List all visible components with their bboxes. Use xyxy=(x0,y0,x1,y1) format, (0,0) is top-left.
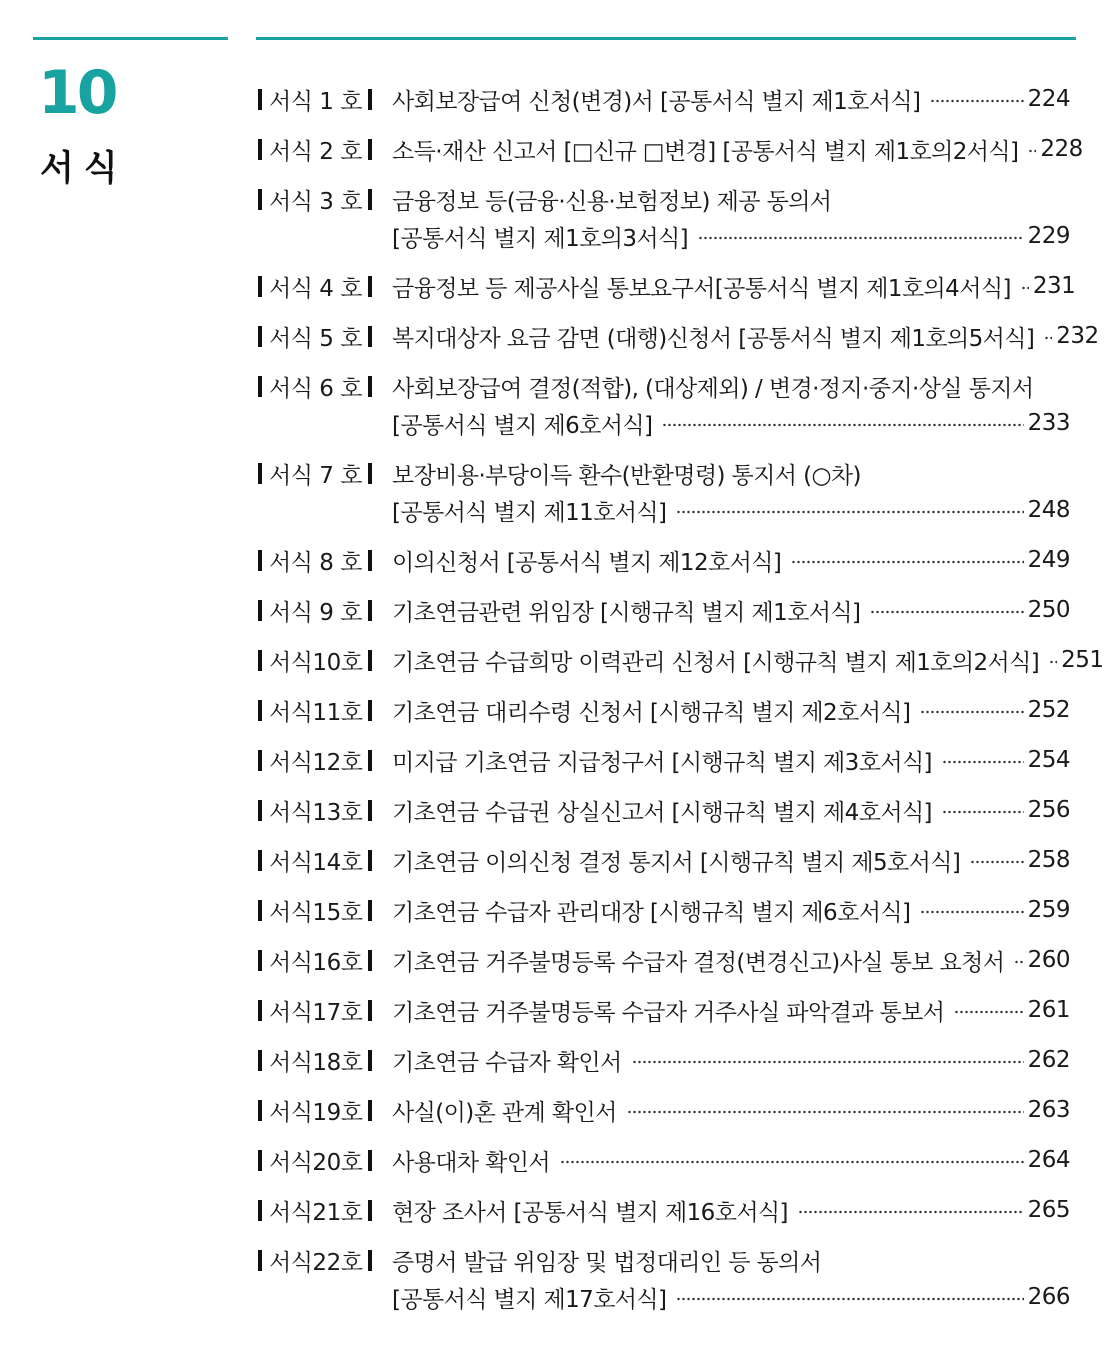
bar-marker-icon xyxy=(368,950,372,971)
page-number: 229 xyxy=(1027,223,1070,249)
form-number-text: 서식 7 호 xyxy=(269,462,362,489)
dot-leader xyxy=(942,742,1024,778)
page-number: 248 xyxy=(1027,497,1070,523)
dot-leader xyxy=(676,1279,1023,1315)
toc-entry[interactable] xyxy=(258,1142,1070,1178)
toc-entry[interactable] xyxy=(258,892,1070,928)
toc-entry[interactable] xyxy=(258,318,1099,354)
form-number-text: 서식 1 호 xyxy=(269,88,362,115)
bar-marker-icon xyxy=(368,850,372,871)
form-title: 사실(이)혼 관계 확인서 xyxy=(392,1099,617,1126)
section-rule-right xyxy=(256,37,1076,40)
form-title: 증명서 발급 위임장 및 법정대리인 등 동의서 xyxy=(392,1249,822,1276)
bar-marker-icon xyxy=(368,89,372,110)
form-title: 금융정보 등 제공사실 통보요구서[공통서식 별지 제1호의4서식] xyxy=(392,275,1011,302)
bar-marker-icon xyxy=(258,900,262,921)
bar-marker-icon xyxy=(368,1000,372,1021)
form-number-label xyxy=(258,792,392,828)
chapter-title: 서식 xyxy=(40,149,128,189)
page-number: 262 xyxy=(1027,1047,1070,1073)
toc-entry[interactable] xyxy=(258,1092,1070,1128)
bar-marker-icon xyxy=(368,1050,372,1071)
form-number-label xyxy=(258,455,392,491)
bar-marker-icon xyxy=(368,463,372,484)
dot-leader xyxy=(798,1192,1024,1228)
page-number: 254 xyxy=(1027,747,1070,773)
dot-leader xyxy=(1044,318,1052,354)
form-number-label xyxy=(258,992,392,1028)
toc-entry[interactable] xyxy=(258,742,1070,778)
bar-marker-icon xyxy=(258,1250,262,1271)
toc-entry[interactable] xyxy=(258,268,1076,304)
dot-leader xyxy=(930,81,1023,117)
bar-marker-icon xyxy=(258,463,262,484)
bar-marker-icon xyxy=(368,326,372,347)
chapter-number: 10 xyxy=(38,58,116,128)
form-number-label xyxy=(258,318,392,354)
dot-leader xyxy=(920,892,1023,928)
form-number-label xyxy=(258,642,392,678)
toc-entry[interactable] xyxy=(258,1192,1070,1228)
form-number-text: 서식 5 호 xyxy=(269,325,362,352)
form-number-text: 서식 9 호 xyxy=(269,599,362,626)
form-number-label xyxy=(258,892,392,928)
form-title: 이의신청서 [공통서식 별지 제12호서식] xyxy=(392,549,782,576)
form-number-label xyxy=(258,742,392,778)
toc-entry[interactable] xyxy=(258,992,1070,1028)
form-number-label xyxy=(258,1042,392,1078)
dot-leader xyxy=(1028,131,1036,167)
form-title: [공통서식 별지 제6호서식] xyxy=(392,412,653,439)
bar-marker-icon xyxy=(258,276,262,297)
bar-marker-icon xyxy=(368,900,372,921)
dot-leader xyxy=(632,1042,1024,1078)
form-number-text: 서식 6 호 xyxy=(269,375,362,402)
dot-leader xyxy=(698,218,1024,254)
form-number-label xyxy=(258,592,392,628)
form-number-label xyxy=(258,1242,392,1278)
form-title: 사회보장급여 결정(적합), (대상제외) / 변경·정지·중지·상실 통지서 xyxy=(392,375,1034,402)
toc-entry[interactable] xyxy=(258,692,1070,728)
form-number-text: 서식16호 xyxy=(269,949,363,976)
dot-leader xyxy=(627,1092,1024,1128)
bar-marker-icon xyxy=(258,550,262,571)
form-number-text: 서식18호 xyxy=(269,1049,363,1076)
page-number: 264 xyxy=(1027,1147,1070,1173)
toc-entry[interactable] xyxy=(258,368,1070,441)
dot-leader xyxy=(954,992,1023,1028)
bar-marker-icon xyxy=(258,800,262,821)
toc-entry[interactable] xyxy=(258,942,1070,978)
form-title: 현장 조사서 [공통서식 별지 제16호서식] xyxy=(392,1199,788,1226)
bar-marker-icon xyxy=(368,276,372,297)
form-number-text: 서식12호 xyxy=(269,749,363,776)
form-title: 기초연금 대리수령 신청서 [시행규칙 별지 제2호서식] xyxy=(392,699,911,726)
form-title: 기초연금 거주불명등록 수급자 거주사실 파악결과 통보서 xyxy=(392,999,945,1026)
page-number: 260 xyxy=(1027,947,1070,973)
bar-marker-icon xyxy=(258,139,262,160)
bar-marker-icon xyxy=(258,89,262,110)
toc-entry[interactable] xyxy=(258,1042,1070,1078)
bar-marker-icon xyxy=(368,1150,372,1171)
form-number-text: 서식17호 xyxy=(269,999,363,1026)
form-title: 기초연금 수급자 확인서 xyxy=(392,1049,622,1076)
form-number-text: 서식10호 xyxy=(269,649,363,676)
form-number-label xyxy=(258,542,392,578)
bar-marker-icon xyxy=(258,700,262,721)
form-title: 사회보장급여 신청(변경)서 [공통서식 별지 제1호서식] xyxy=(392,88,921,115)
page-number: 266 xyxy=(1027,1284,1070,1310)
page-number: 263 xyxy=(1027,1097,1070,1123)
form-number-label xyxy=(258,268,392,304)
page-number: 233 xyxy=(1027,410,1070,436)
form-number-label xyxy=(258,1142,392,1178)
toc-entry[interactable] xyxy=(258,181,1070,254)
form-title: [공통서식 별지 제11호서식] xyxy=(392,499,667,526)
form-number-label xyxy=(258,1092,392,1128)
bar-marker-icon xyxy=(368,376,372,397)
bar-marker-icon xyxy=(368,1250,372,1271)
toc-entry[interactable] xyxy=(258,842,1070,878)
form-number-label xyxy=(258,942,392,978)
dot-leader xyxy=(1049,642,1057,678)
form-title: 소득·재산 신고서 [□신규 □변경] [공통서식 별지 제1호의2서식] xyxy=(392,138,1019,165)
bar-marker-icon xyxy=(258,950,262,971)
toc-entry[interactable] xyxy=(258,81,1070,117)
toc-entry[interactable] xyxy=(258,455,1070,528)
bar-marker-icon xyxy=(368,189,372,210)
bar-marker-icon xyxy=(258,850,262,871)
form-number-text: 서식 3 호 xyxy=(269,188,362,215)
toc-entry[interactable] xyxy=(258,592,1070,628)
bar-marker-icon xyxy=(258,189,262,210)
form-title: 기초연금 수급희망 이력관리 신청서 [시행규칙 별지 제1호의2서식] xyxy=(392,649,1040,676)
dot-leader xyxy=(791,542,1023,578)
bar-marker-icon xyxy=(258,1050,262,1071)
bar-marker-icon xyxy=(258,750,262,771)
bar-marker-icon xyxy=(258,600,262,621)
dot-leader xyxy=(1014,942,1023,978)
dot-leader xyxy=(1021,268,1029,304)
bar-marker-icon xyxy=(258,650,262,671)
dot-leader xyxy=(970,842,1023,878)
page-number: 256 xyxy=(1027,797,1070,823)
dot-leader xyxy=(676,492,1023,528)
form-number-text: 서식11호 xyxy=(269,699,363,726)
form-title: 복지대상자 요금 감면 (대행)신청서 [공통서식 별지 제1호의5서식] xyxy=(392,325,1035,352)
form-number-label xyxy=(258,81,392,117)
bar-marker-icon xyxy=(258,376,262,397)
form-title: 금융정보 등(금융·신용·보험정보) 제공 동의서 xyxy=(392,188,832,215)
page-number: 228 xyxy=(1040,136,1083,162)
form-number-text: 서식14호 xyxy=(269,849,363,876)
form-number-label xyxy=(258,1192,392,1228)
form-title: 미지급 기초연금 지급청구서 [시행규칙 별지 제3호서식] xyxy=(392,749,932,776)
toc-entry[interactable] xyxy=(258,1242,1070,1315)
form-number-text: 서식20호 xyxy=(269,1149,363,1176)
form-number-text: 서식19호 xyxy=(269,1099,363,1126)
form-number-text: 서식22호 xyxy=(269,1249,363,1276)
form-title: [공통서식 별지 제1호의3서식] xyxy=(392,225,689,252)
dot-leader xyxy=(870,592,1023,628)
form-number-text: 서식 4 호 xyxy=(269,275,362,302)
form-number-label xyxy=(258,131,392,167)
page-number: 250 xyxy=(1027,597,1070,623)
page-number: 251 xyxy=(1061,647,1104,673)
section-rule-left xyxy=(33,37,228,40)
form-title: 기초연금 수급자 관리대장 [시행규칙 별지 제6호서식] xyxy=(392,899,911,926)
page-number: 232 xyxy=(1056,323,1099,349)
bar-marker-icon xyxy=(368,550,372,571)
toc-entry[interactable] xyxy=(258,792,1070,828)
bar-marker-icon xyxy=(368,650,372,671)
page-number: 231 xyxy=(1032,273,1076,299)
page-number: 249 xyxy=(1027,547,1070,573)
bar-marker-icon xyxy=(258,1200,262,1221)
bar-marker-icon xyxy=(258,1100,262,1121)
form-title: 기초연금 수급권 상실신고서 [시행규칙 별지 제4호서식] xyxy=(392,799,932,826)
bar-marker-icon xyxy=(258,1000,262,1021)
form-number-text: 서식 2 호 xyxy=(269,138,362,165)
toc-entry[interactable] xyxy=(258,131,1083,167)
bar-marker-icon xyxy=(368,800,372,821)
form-title: 기초연금관련 위임장 [시행규칙 별지 제1호서식] xyxy=(392,599,861,626)
page-number: 261 xyxy=(1027,997,1070,1023)
dot-leader xyxy=(920,692,1023,728)
page-number: 258 xyxy=(1027,847,1070,873)
form-title: 기초연금 이의신청 결정 통지서 [시행규칙 별지 제5호서식] xyxy=(392,849,961,876)
form-number-label xyxy=(258,842,392,878)
bar-marker-icon xyxy=(258,1150,262,1171)
bar-marker-icon xyxy=(368,139,372,160)
form-title: 사용대차 확인서 xyxy=(392,1149,551,1176)
form-title: [공통서식 별지 제17호서식] xyxy=(392,1286,667,1313)
bar-marker-icon xyxy=(368,1100,372,1121)
form-number-label xyxy=(258,368,392,404)
bar-marker-icon xyxy=(258,326,262,347)
dot-leader xyxy=(662,405,1023,441)
bar-marker-icon xyxy=(368,750,372,771)
toc-entry[interactable] xyxy=(258,642,1104,678)
form-number-label xyxy=(258,692,392,728)
toc-entry[interactable] xyxy=(258,542,1070,578)
page-number: 252 xyxy=(1027,697,1070,723)
form-number-text: 서식13호 xyxy=(269,799,363,826)
table-of-contents xyxy=(258,81,1104,1329)
form-number-text: 서식 8 호 xyxy=(269,549,362,576)
form-number-label xyxy=(258,181,392,217)
bar-marker-icon xyxy=(368,1200,372,1221)
form-number-text: 서식15호 xyxy=(269,899,363,926)
page-number: 224 xyxy=(1027,86,1070,112)
form-title: 보장비용·부당이득 환수(반환명령) 통지서 (○차) xyxy=(392,462,861,489)
dot-leader xyxy=(942,792,1024,828)
form-number-text: 서식21호 xyxy=(269,1199,363,1226)
page-number: 265 xyxy=(1027,1197,1070,1223)
bar-marker-icon xyxy=(368,600,372,621)
form-title: 기초연금 거주불명등록 수급자 결정(변경신고)사실 통보 요청서 xyxy=(392,949,1005,976)
page-number: 259 xyxy=(1027,897,1070,923)
bar-marker-icon xyxy=(368,700,372,721)
dot-leader xyxy=(560,1142,1024,1178)
